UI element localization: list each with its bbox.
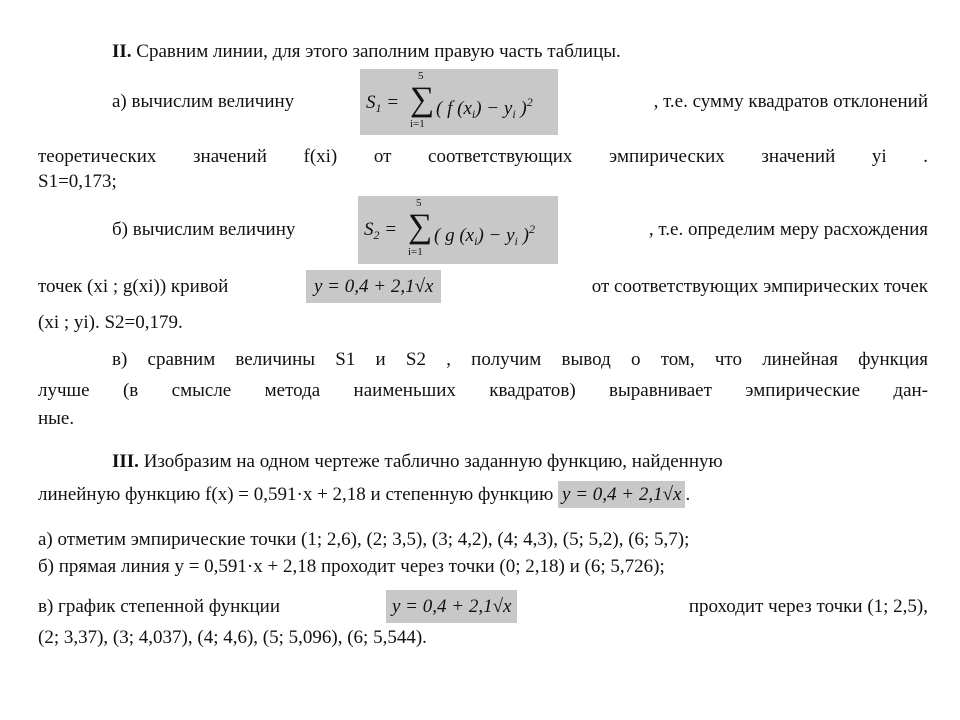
item-c-line1: в) сравним величины S1 и S2 , получим вывод о том, что линейная функция bbox=[112, 349, 928, 370]
section-2-title: Сравним линии, для этого заполним правую часть таблицы. bbox=[136, 41, 621, 62]
section-3-line2-text: линейную функцию f(x) = 0,591·x + 2,18 и степенную функцию bbox=[38, 484, 554, 505]
item-b-line2-end: от соответствующих эмпирических точек bbox=[591, 276, 928, 297]
section-3-item-c-lead: в) график степенной функции bbox=[38, 596, 280, 617]
item-b-tail: , т.е. определим меру расхождения bbox=[648, 219, 928, 240]
section-3-heading bbox=[38, 448, 928, 475]
item-a-tail: , т.е. сумму квадратов отклонений bbox=[653, 91, 928, 112]
formula-power-2: y = 0,4 + 2,1√x bbox=[558, 481, 685, 508]
section-3-line1: Изобразим на одном чертеже таблично заданную функцию, найденную bbox=[143, 451, 723, 472]
section-3-item-c-tail: проходит через точки (1; 2,5), bbox=[688, 596, 928, 617]
item-b-line3: (xi ; yi). S2=0,179. bbox=[38, 312, 183, 333]
item-a-line2: теоретических значений f(xi) от соответствующих эмпирических значений yi . bbox=[38, 146, 928, 167]
item-a-lead: а) вычислим величину bbox=[112, 91, 295, 112]
item-a-result: S1=0,173; bbox=[38, 171, 117, 192]
section-3-item-c-line2: (2; 3,37), (3; 4,037), (4; 4,6), (5; 5,096), (6; 5,544). bbox=[38, 627, 427, 648]
section-3-line2: линейную функцию f(x) = 0,591·x + 2,18 и степенную функцию y = 0,4 + 2,1√x . bbox=[38, 481, 928, 508]
item-c-line2: лучше (в смысле метода наименьших квадратов) выравнивает эмпирические дан- bbox=[38, 380, 928, 401]
formula-power-1: y = 0,4 + 2,1√x bbox=[306, 270, 441, 303]
formula-s2: $S_2$ = 5 ∑ i=1 ( g $(x_i) - y_i$ )$^2$ bbox=[358, 196, 558, 264]
formula-s1: $S_1$ = 5 ∑ i=1 ( f $(x_i) - y_i$ )$^2$ bbox=[360, 69, 558, 135]
item-b-line2-start: точек (xi ; g(xi)) кривой bbox=[38, 276, 229, 297]
formula-power-3: y = 0,4 + 2,1√x bbox=[386, 590, 517, 623]
section-3-item-a: а) отметим эмпирические точки (1; 2,6), (2; 3,5), (3; 4,2), (4; 4,3), (5; 5,2), (6; 5,7); bbox=[38, 529, 690, 550]
section-3-number: III. bbox=[112, 451, 139, 472]
section-2-heading bbox=[38, 38, 928, 65]
item-b-lead: б) вычислим величину bbox=[112, 219, 296, 240]
item-c-line3: ные. bbox=[38, 408, 75, 429]
section-3-item-b: б) прямая линия y = 0,591·x + 2,18 проходит через точки (0; 2,18) и (6; 5,726); bbox=[38, 556, 665, 577]
section-2-number: II. bbox=[112, 41, 132, 62]
